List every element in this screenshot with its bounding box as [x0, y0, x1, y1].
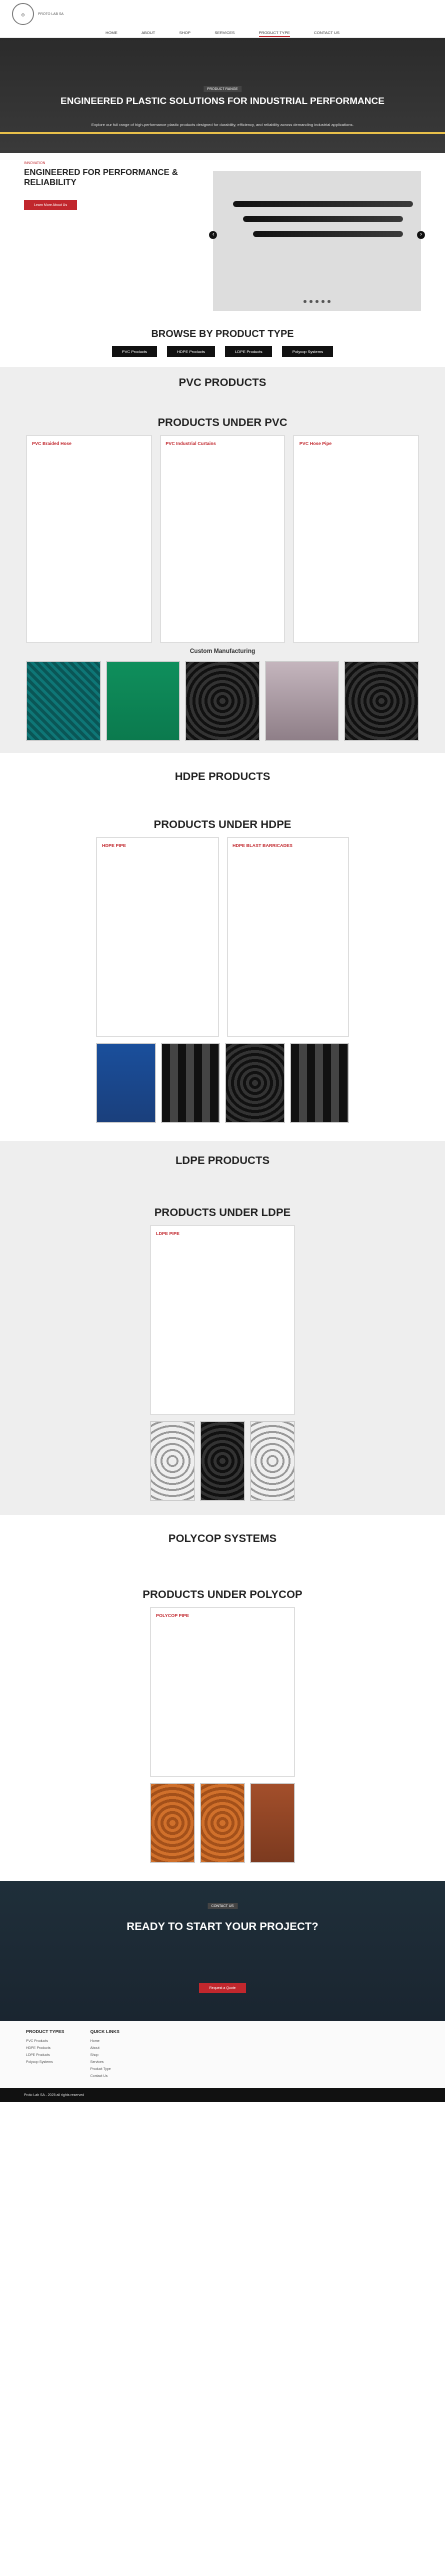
ldpe-card	[150, 1225, 295, 1415]
hero-tag: PRODUCT RANGE	[203, 86, 242, 92]
card-title: HDPE BLAST BARRICADES	[232, 843, 293, 848]
footer-link[interactable]: PVC Products	[26, 2039, 48, 2043]
card-title: PVC Braided Hose	[32, 441, 72, 446]
polycop-systems-button[interactable]: Polycop Systems	[282, 346, 333, 357]
dot[interactable]	[322, 300, 325, 303]
slider-dots	[304, 300, 331, 303]
cta-title: READY TO START YOUR PROJECT?	[126, 1921, 319, 1933]
topbar	[0, 0, 445, 28]
polycop-section	[0, 1515, 445, 1881]
pvc-cards	[0, 435, 445, 643]
gallery-image	[344, 661, 419, 741]
gallery-image	[250, 1421, 295, 1501]
image-slider	[213, 171, 421, 311]
card-title: HDPE PIPE	[102, 843, 127, 848]
gallery-image	[185, 661, 260, 741]
pvc-gallery	[0, 661, 445, 741]
pipe	[233, 201, 413, 207]
pipe	[243, 216, 403, 222]
browse-section	[0, 329, 445, 357]
gallery-image	[200, 1783, 245, 1863]
cta-kicker: CONTACT US	[207, 1903, 237, 1909]
copyright: Proto Lab SA - 2025 all rights reserved	[24, 2093, 85, 2097]
gallery-image	[161, 1043, 221, 1123]
footer-link[interactable]: Services	[90, 2060, 104, 2064]
gallery-image	[26, 661, 101, 741]
footer-link[interactable]: Product Type	[90, 2067, 111, 2071]
ldpe-cards	[0, 1225, 445, 1415]
hdpe-title: HDPE PRODUCTS	[174, 771, 271, 783]
footer-quick-links	[90, 2029, 119, 2080]
intro-left	[24, 161, 203, 311]
learn-more-button[interactable]: Learn More About Us	[24, 200, 77, 210]
footer-link[interactable]: Contact Us	[90, 2074, 108, 2078]
gallery-image	[250, 1783, 295, 1863]
pvc-card	[293, 435, 419, 643]
custom-manufacturing-title: Custom Manufacturing	[189, 649, 256, 655]
hdpe-card	[227, 837, 350, 1037]
dot[interactable]	[328, 300, 331, 303]
intro-kicker: INNOVATION	[24, 161, 46, 165]
intro-title: ENGINEERED FOR PERFORMANCE & RELIABILITY	[24, 167, 178, 188]
footer-link[interactable]: Home	[90, 2039, 100, 2043]
request-quote-button[interactable]: Request a Quote	[199, 1983, 245, 1993]
footer-heading: PRODUCT TYPES	[26, 2029, 65, 2034]
dot[interactable]	[310, 300, 313, 303]
nav-contact[interactable]: CONTACT US	[313, 30, 340, 35]
gallery-image	[290, 1043, 350, 1123]
footer-link[interactable]: Polycop Systems	[26, 2060, 53, 2064]
nav-about[interactable]: ABOUT	[141, 30, 156, 35]
card-title: PVC Industrial Curtains	[165, 441, 216, 446]
footer	[0, 2021, 445, 2088]
dot[interactable]	[304, 300, 307, 303]
pvc-title: PVC PRODUCTS	[178, 377, 267, 389]
footer-link[interactable]: Shop	[90, 2053, 99, 2057]
quick-link-list	[90, 2038, 119, 2080]
card-title: PVC Hose Pipe	[299, 441, 332, 446]
gallery-image	[106, 661, 181, 741]
pvc-card	[160, 435, 286, 643]
gallery-image	[150, 1421, 195, 1501]
dot[interactable]	[316, 300, 319, 303]
ldpe-under-title: PRODUCTS UNDER LDPE	[154, 1207, 291, 1219]
nav-services[interactable]: SERVICES	[214, 30, 235, 35]
pvc-products-button[interactable]: PVC Products	[112, 346, 157, 357]
ldpe-title: LDPE PRODUCTS	[175, 1155, 270, 1167]
ldpe-gallery	[0, 1421, 445, 1501]
bottom-bar	[0, 2088, 445, 2102]
nav-shop[interactable]: SHOP	[179, 30, 191, 35]
browse-title: BROWSE BY PRODUCT TYPE	[151, 329, 294, 340]
logo-text: PROTO LAB SA	[38, 11, 64, 16]
gallery-image	[225, 1043, 285, 1123]
hdpe-gallery	[0, 1043, 445, 1123]
hero-highlight	[0, 132, 445, 134]
polycop-gallery	[0, 1783, 445, 1863]
browse-buttons	[0, 346, 445, 357]
card-title: POLYCOP PIPE	[156, 1613, 190, 1618]
nav-product-type[interactable]: PRODUCT TYPE	[258, 30, 290, 35]
polycop-card	[150, 1607, 295, 1777]
card-title: LDPE PIPE	[156, 1231, 180, 1236]
hdpe-under-title: PRODUCTS UNDER HDPE	[153, 819, 292, 831]
hero	[0, 38, 445, 153]
gallery-image	[96, 1043, 156, 1123]
pvc-card	[26, 435, 152, 643]
ldpe-section	[0, 1141, 445, 1515]
prev-arrow[interactable]: ‹	[209, 231, 217, 239]
polycop-under-title: PRODUCTS UNDER POLYCOP	[142, 1589, 303, 1601]
cta-section	[0, 1881, 445, 2021]
hdpe-cards	[0, 837, 445, 1037]
gallery-image	[265, 661, 340, 741]
next-arrow[interactable]: ›	[417, 231, 425, 239]
hero-title: ENGINEERED PLASTIC SOLUTIONS FOR INDUSTRIAL PERFORMANCE	[60, 96, 385, 107]
ldpe-products-button[interactable]: LDPE Products	[225, 346, 272, 357]
polycop-title: POLYCOP SYSTEMS	[168, 1533, 277, 1545]
nav-home[interactable]: HOME	[105, 30, 118, 35]
hdpe-card	[96, 837, 219, 1037]
gallery-image	[200, 1421, 245, 1501]
pvc-section	[0, 367, 445, 753]
pvc-under-title: PRODUCTS UNDER PVC	[157, 417, 288, 429]
logo[interactable]: ◎	[12, 3, 34, 25]
main-nav	[0, 28, 445, 38]
hero-subtitle: Explore our full range of high-performance plastic products designed for durability, efficiency, and reliability across demanding industrial applications.	[91, 122, 354, 127]
polycop-cards	[0, 1607, 445, 1777]
footer-link[interactable]: LDPE Products	[26, 2053, 50, 2057]
product-type-list	[26, 2038, 64, 2066]
hdpe-section	[0, 753, 445, 1141]
footer-heading: QUICK LINKS	[90, 2029, 120, 2034]
footer-product-types	[26, 2029, 64, 2080]
pipe	[253, 231, 403, 237]
intro-section	[0, 153, 445, 319]
gallery-image	[150, 1783, 195, 1863]
footer-link[interactable]: About	[90, 2046, 100, 2050]
footer-link[interactable]: HDPE Products	[26, 2046, 51, 2050]
hdpe-products-button[interactable]: HDPE Products	[167, 346, 215, 357]
